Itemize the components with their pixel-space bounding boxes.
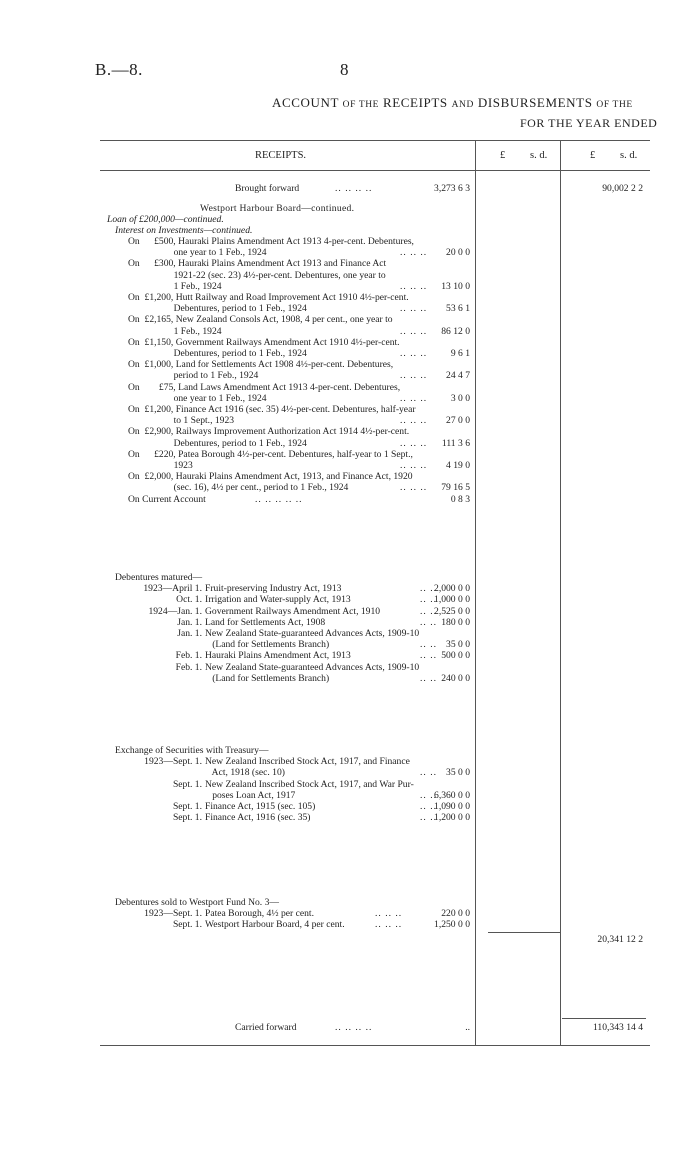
interest-item-text: Debentures, period to 1 Feb., 1924 xyxy=(128,303,307,315)
interest-item-text: On £2,900, Railways Improvement Authorization Act 1914 4½-per-cent. xyxy=(128,426,410,438)
debenture-date: Feb. 1. xyxy=(175,661,202,673)
interest-item-text: On £220, Patea Borough 4½-per-cent. Debentures, half-year to 1 Sept., xyxy=(128,448,413,460)
debenture-date: 1923—April 1. xyxy=(143,583,202,595)
sold-amount: 1,250 0 0 xyxy=(434,919,470,931)
interest-item-text: 1923 xyxy=(128,460,193,471)
interest-item-text: On £2,165, New Zealand Consols Act, 1908, 4 per cent., one year to xyxy=(128,314,393,326)
table-bottom-rule xyxy=(100,1045,650,1046)
dot-leader: .. .. .. xyxy=(400,482,428,494)
dot-leader: .. .. .. xyxy=(375,919,403,931)
page-title-line-1: ACCOUNT OF THE RECEIPTS AND DISBURSEMENTS OF THE xyxy=(272,95,633,110)
dot-leader: .. .. .. xyxy=(400,370,428,382)
debenture-text: Government Railways Amendment Act, 1910 xyxy=(205,605,381,617)
debenture-amount: 1,000 0 0 xyxy=(434,594,470,606)
interest-item-text: 1921-22 (sec. 23) 4½-per-cent. Debentures, one year to xyxy=(128,269,386,281)
interest-item-amount: 9 6 1 xyxy=(450,348,470,359)
dot-leader: .. .. xyxy=(420,767,437,779)
dot-leader: .. .. xyxy=(420,616,437,628)
page-title-line-2: FOR THE YEAR ENDED xyxy=(520,116,658,130)
exchange-date: Sept. 1. xyxy=(172,801,202,812)
interest-item-text: On £1,000, Land for Settlements Act 1908 4½-per-cent. Debentures, xyxy=(128,359,394,371)
dot-leader: .. .. xyxy=(420,605,437,617)
interest-item-amount: 86 12 0 xyxy=(441,325,470,337)
column-divider-2 xyxy=(560,140,561,1045)
page-reference: B.—8. xyxy=(95,60,143,79)
column-divider-1 xyxy=(475,140,476,1045)
interest-item-text: one year to 1 Feb., 1924 xyxy=(128,247,267,259)
debenture-amount: 2,525 0 0 xyxy=(434,605,470,617)
interest-item-text: period to 1 Feb., 1924 xyxy=(128,370,259,382)
interest-item-amount: 53 6 1 xyxy=(446,303,470,315)
subtotal-rule xyxy=(488,932,560,933)
table-top-rule xyxy=(100,140,650,141)
exchange-date: Sept. 1. xyxy=(172,778,202,790)
dot-leader: .. .. xyxy=(420,672,437,684)
exchange-amount: 35 0 0 xyxy=(446,767,470,779)
debenture-amount: 180 0 0 xyxy=(441,616,470,628)
interest-item-text: one year to 1 Feb., 1924 xyxy=(128,392,267,404)
dot-leader: .. .. xyxy=(420,639,437,651)
debenture-text: Fruit-preserving Industry Act, 1913 xyxy=(205,583,342,595)
sold-text: Westport Harbour Board, 4 per cent. xyxy=(205,919,345,931)
interest-item-text: (sec. 16), 4½ per cent., period to 1 Feb., 1924 xyxy=(128,482,349,494)
section-heading: Westport Harbour Board—continued. xyxy=(200,203,355,214)
debenture-amount: 2,000 0 0 xyxy=(434,583,470,595)
exchange-amount: 6,360 0 0 xyxy=(434,789,470,801)
dot-leader: .. .. .. xyxy=(400,415,428,427)
header-sd-1: s. d. xyxy=(530,150,548,161)
brought-forward-amount-2: 90,002 2 2 xyxy=(602,183,643,194)
section-total-amount: 20,341 12 2 xyxy=(597,933,643,945)
sold-heading: Debentures sold to Westport Fund No. 3— xyxy=(115,897,279,908)
interest-item-amount: 3 0 0 xyxy=(450,392,470,404)
dot-leader: .. .. .. xyxy=(400,392,428,404)
page-number: 8 xyxy=(340,60,349,79)
interest-item-text: On £300, Hauraki Plains Amendment Act 1913 and Finance Act xyxy=(128,258,387,270)
dot-leader: .. .. .. .. xyxy=(335,1022,373,1033)
dot-leader: .. .. .. xyxy=(400,437,428,449)
debenture-text: (Land for Settlements Branch) xyxy=(205,672,330,684)
debenture-date: Jan. 1. xyxy=(177,628,202,639)
dot-leader: .. .. .. xyxy=(400,325,428,337)
dot-leader: .. .. .. xyxy=(375,908,403,920)
interest-item-text: 1 Feb., 1924 xyxy=(128,280,222,292)
exchange-text: New Zealand Inscribed Stock Act, 1917, and War Pur- xyxy=(205,778,414,790)
exchange-amount: 1,090 0 0 xyxy=(434,801,470,812)
header-pounds-1: £ xyxy=(500,150,506,161)
current-account-amount: 0 8 3 xyxy=(450,493,470,505)
header-sd-2: s. d. xyxy=(620,150,638,161)
interest-item-text: On £500, Hauraki Plains Amendment Act 1913 4-per-cent. Debentures, xyxy=(128,236,414,247)
dot-leader: .. .. xyxy=(420,583,437,595)
exchange-text: poses Loan Act, 1917 xyxy=(205,789,296,801)
dot-leader: .. .. .. xyxy=(400,280,428,292)
interest-item-text: to 1 Sept., 1923 xyxy=(128,415,235,427)
sold-text: Patea Borough, 4½ per cent. xyxy=(205,908,314,920)
carried-forward-amount-2: 110,343 14 4 xyxy=(592,1022,643,1033)
dot-leader: .. .. .. .. xyxy=(335,183,373,194)
debenture-text: New Zealand State-guaranteed Advances Acts, 1909-10 xyxy=(205,661,420,673)
debenture-text: Hauraki Plains Amendment Act, 1913 xyxy=(205,650,351,662)
dot-leader: .. .. xyxy=(420,812,437,824)
interest-item-text: On £1,150, Government Railways Amendment Act 1910 4½-per-cent. xyxy=(128,336,400,348)
exchange-amount: 1,200 0 0 xyxy=(434,812,470,824)
dot-leader: .. .. xyxy=(420,789,437,801)
interest-item-amount: 111 3 6 xyxy=(441,437,470,449)
debenture-amount: 35 0 0 xyxy=(446,639,470,651)
interest-item-text: On £2,000, Hauraki Plains Amendment Act, 1913, and Finance Act, 1920 xyxy=(128,471,413,483)
dot-leader: .. .. xyxy=(420,594,437,606)
exchange-text: Act, 1918 (sec. 10) xyxy=(205,767,285,779)
debenture-text: (Land for Settlements Branch) xyxy=(205,639,330,651)
interest-item-amount: 13 10 0 xyxy=(441,280,470,292)
brought-forward-label: Brought forward xyxy=(235,183,300,194)
loan-line: Loan of £200,000—continued. xyxy=(107,214,224,225)
interest-item-amount: 27 0 0 xyxy=(446,415,470,427)
debenture-date: 1924—Jan. 1. xyxy=(148,605,202,617)
interest-item-text: On £1,200, Hutt Railway and Road Improvement Act 1910 4½-per-cent. xyxy=(128,292,409,303)
interest-item-text: Debentures, period to 1 Feb., 1924 xyxy=(128,348,307,359)
exchange-text: Finance Act, 1915 (sec. 105) xyxy=(205,801,316,812)
sold-amount: 220 0 0 xyxy=(441,908,470,920)
interest-line: Interest on Investments—continued. xyxy=(115,225,253,236)
exchange-heading: Exchange of Securities with Treasury— xyxy=(115,745,269,756)
interest-item-text: On £75, Land Laws Amendment Act 1913 4-per-cent. Debentures, xyxy=(128,381,401,393)
debenture-text: New Zealand State-guaranteed Advances Acts, 1909-10 xyxy=(205,628,420,639)
debenture-amount: 500 0 0 xyxy=(441,650,470,662)
dot-leader: .. .. .. xyxy=(400,460,428,471)
current-account-label: On Current Account xyxy=(128,493,206,505)
interest-item-amount: 24 4 7 xyxy=(446,370,470,382)
exchange-text: Finance Act, 1916 (sec. 35) xyxy=(205,812,311,824)
debenture-text: Land for Settlements Act, 1908 xyxy=(205,616,326,628)
debenture-date: Feb. 1. xyxy=(175,650,202,662)
dot-leader: .. .. .. xyxy=(400,348,428,359)
debenture-date: Jan. 1. xyxy=(177,616,202,628)
header-pounds-2: £ xyxy=(590,150,596,161)
sold-date: 1923—Sept. 1. xyxy=(144,908,202,920)
header-rule xyxy=(100,170,650,171)
interest-item-text: Debentures, period to 1 Feb., 1924 xyxy=(128,437,307,449)
interest-item-text: On £1,200, Finance Act 1916 (sec. 35) 4½-per-cent. Debentures, half-year xyxy=(128,404,416,415)
dot-leader: .. .. .. .. .. xyxy=(255,493,303,505)
exchange-date: Sept. 1. xyxy=(172,812,202,824)
dot-leader: .. .. .. xyxy=(400,247,428,259)
sold-date: Sept. 1. xyxy=(172,919,202,931)
debenture-text: Irrigation and Water-supply Act, 1913 xyxy=(205,594,351,606)
debenture-date: Oct. 1. xyxy=(176,594,202,606)
exchange-date: 1923—Sept. 1. xyxy=(144,756,202,768)
debenture-amount: 240 0 0 xyxy=(441,672,470,684)
brought-forward-amount-1: 3,273 6 3 xyxy=(434,183,470,194)
interest-item-amount: 4 19 0 xyxy=(446,460,470,471)
carried-forward-label: Carried forward xyxy=(235,1022,297,1033)
dot-leader: .. .. xyxy=(420,801,437,812)
interest-item-text: 1 Feb., 1924 xyxy=(128,325,222,337)
dot-leader: .. .. xyxy=(420,650,437,662)
interest-item-amount: 20 0 0 xyxy=(446,247,470,259)
exchange-text: New Zealand Inscribed Stock Act, 1917, and Finance xyxy=(205,756,410,768)
dot-leader: .. .. .. xyxy=(400,303,428,315)
interest-item-amount: 79 16 5 xyxy=(441,482,470,494)
carried-forward-amount-1: .. xyxy=(465,1022,470,1033)
header-receipts: RECEIPTS. xyxy=(255,150,307,161)
debentures-heading: Debentures matured— xyxy=(115,572,203,583)
